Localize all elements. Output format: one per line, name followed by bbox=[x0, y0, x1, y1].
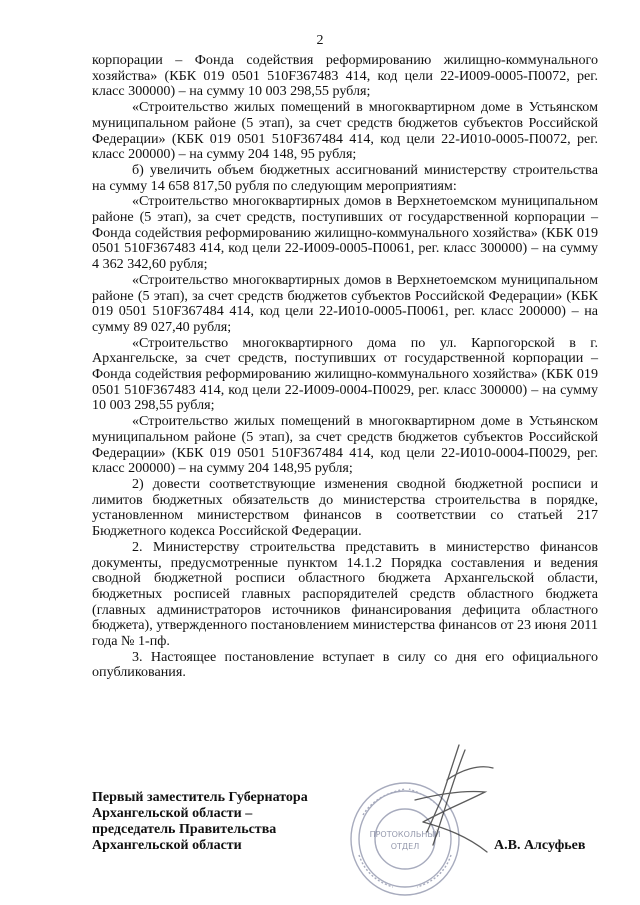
paragraph: 3. Настоящее постановление вступает в силу со дня его официального опубликования. bbox=[92, 648, 598, 681]
paragraph: «Строительство жилых помещений в многоквартирном доме в Устьянском муниципальном районе (5 этап), за счет средств бюджетов субъектов Российской Федерации» (КБК 019 0501 510F367484 414, код цели 22-И010-0004-П0029, рег. класс 200000) – на сумму 204 148,95 рубля; bbox=[92, 413, 598, 477]
document-body bbox=[92, 53, 598, 681]
paragraph: «Строительство многоквартирных домов в Верхнетоемском муниципальном районе (5 этап), за счет средств бюджетов субъектов Российской Федерации» (КБК 019 0501 510F367484 414, код цели 22-И010-0005-П0061, рег. класс 200000) – на сумму 89 027,40 рубля; bbox=[92, 271, 598, 335]
signatory-title-line: Первый заместитель Губернатора bbox=[92, 790, 308, 805]
paragraph: «Строительство жилых помещений в многоквартирном доме в Устьянском муниципальном районе (5 этап), за счет средств бюджетов субъектов Российской Федерации» (КБК 019 0501 510F367484 414, код цели 22-И010-0005-П0072, рег. класс 200000) – на сумму 204 148, 95 рубля; bbox=[92, 99, 598, 163]
signature-block bbox=[92, 790, 598, 854]
signatory-title-line: председатель Правительства bbox=[92, 822, 277, 837]
signatory-title-line: Архангельской области bbox=[92, 838, 242, 853]
signatory-title-line: Архангельской области – bbox=[92, 806, 253, 821]
paragraph: б) увеличить объем бюджетных ассигнований министерству строительства на сумму 14 658 817,50 рубля по следующим мероприятиям: bbox=[92, 161, 598, 194]
stamp-text-2: ОТДЕЛ bbox=[390, 842, 420, 851]
paragraph: «Строительство многоквартирных домов в Верхнетоемском муниципальном районе (5 этап), за счет средств, поступивших от государственной корпорации – Фонда содействия реформированию жилищно-коммунального хозяйства» (КБК 019 0501 510F367483 414, код цели 22-И009-0005-П0061, рег. класс 300000) – на сумму 4 362 342,60 рубля; bbox=[92, 193, 598, 273]
paragraph: корпорации – Фонда содействия реформированию жилищно-коммунального хозяйства» (КБК 019 0501 510F367483 414, код цели 22-И009-0005-П0072, рег. класс 300000) – на сумму 10 003 298,55 рубля; bbox=[92, 52, 598, 100]
stamp-text-1: ПРОТОКОЛЬНЫЙ bbox=[369, 830, 441, 839]
signatory-name: А.В. Алсуфьев bbox=[494, 838, 586, 853]
paragraph: 2) довести соответствующие изменения сводной бюджетной росписи и лимитов бюджетных обязательств до министерства строительства в порядке, установленном министерством финансов в соответствии со статьей 217 Бюджетного кодекса Российской Федерации. bbox=[92, 475, 598, 540]
paragraph: «Строительство многоквартирного дома по ул. Карпогорской в г. Архангельске, за счет средств, поступивших от государственной корпорации – Фонда содействия реформированию жилищно-коммунального хозяйства» (КБК 019 0501 510F367483 414, код цели 22-И009-0004-П0029, рег. класс 300000) – на сумму 10 003 298,55 рубля; bbox=[92, 334, 598, 414]
paragraph: 2. Министерству строительства представить в министерство финансов документы, предусмотренные пунктом 14.1.2 Порядка составления и ведения сводной бюджетной росписи областного бюджета Архангельской области, бюджетных росписей главных распорядителей средств областного бюджета (главных администраторов источников финансирования дефицита областного бюджета), утвержденного постановлением министерства финансов от 23 июня 2011 года № 1-пф. bbox=[92, 538, 598, 650]
page-number: 2 bbox=[316, 33, 324, 48]
